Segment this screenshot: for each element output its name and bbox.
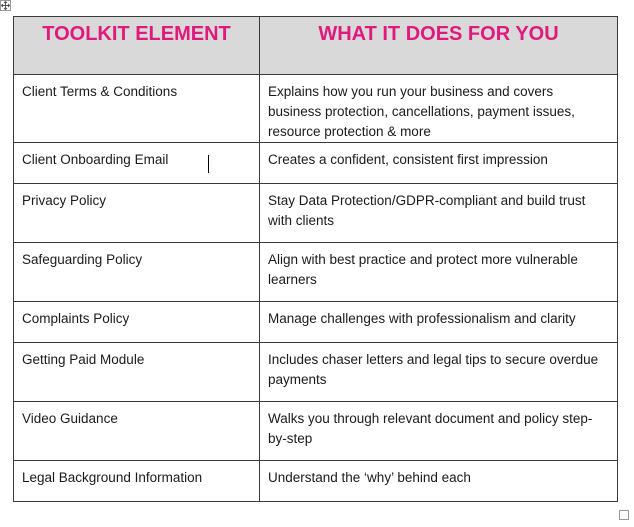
description-cell[interactable]: Stay Data Protection/GDPR-compliant and build trust with clients (260, 184, 618, 243)
table-resize-handle-icon[interactable] (619, 510, 629, 520)
element-cell[interactable]: Safeguarding Policy (14, 243, 260, 302)
description-cell[interactable]: Walks you through relevant document and policy step-by-step (260, 402, 618, 461)
table-row (14, 461, 618, 502)
description-cell[interactable]: Explains how you run your business and covers business protection, cancellations, payment issues, resource protection & more (260, 75, 618, 143)
table-row (14, 343, 618, 402)
text-cursor (208, 155, 209, 173)
description-cell[interactable]: Manage challenges with professionalism and clarity (260, 302, 618, 343)
header-what-it-does[interactable] (260, 17, 618, 75)
description-cell[interactable]: Includes chaser letters and legal tips to secure overdue payments (260, 343, 618, 402)
table-row (14, 75, 618, 143)
element-cell[interactable]: Client Onboarding Email (14, 143, 260, 184)
element-cell[interactable]: Video Guidance (14, 402, 260, 461)
description-cell[interactable]: Understand the ‘why’ behind each (260, 461, 618, 502)
header-toolkit-element[interactable] (14, 17, 260, 75)
table-move-handle-icon[interactable] (0, 0, 11, 11)
element-cell[interactable]: Legal Background Information (14, 461, 260, 502)
element-cell[interactable]: Privacy Policy (14, 184, 260, 243)
table-row (14, 402, 618, 461)
table-row (14, 143, 618, 184)
element-cell[interactable]: Getting Paid Module (14, 343, 260, 402)
element-cell[interactable]: Complaints Policy (14, 302, 260, 343)
table-row (14, 184, 618, 243)
toolkit-table (13, 16, 618, 502)
table-row (14, 243, 618, 302)
table-header-row (14, 17, 618, 75)
table-row (14, 302, 618, 343)
description-cell[interactable]: Creates a confident, consistent first impression (260, 143, 618, 184)
description-cell[interactable]: Align with best practice and protect more vulnerable learners (260, 243, 618, 302)
header-toolkit-element-label: TOOLKIT ELEMENT (42, 23, 231, 45)
element-cell[interactable]: Client Terms & Conditions (14, 75, 260, 143)
header-what-it-does-label: WHAT IT DOES FOR YOU (318, 23, 559, 45)
